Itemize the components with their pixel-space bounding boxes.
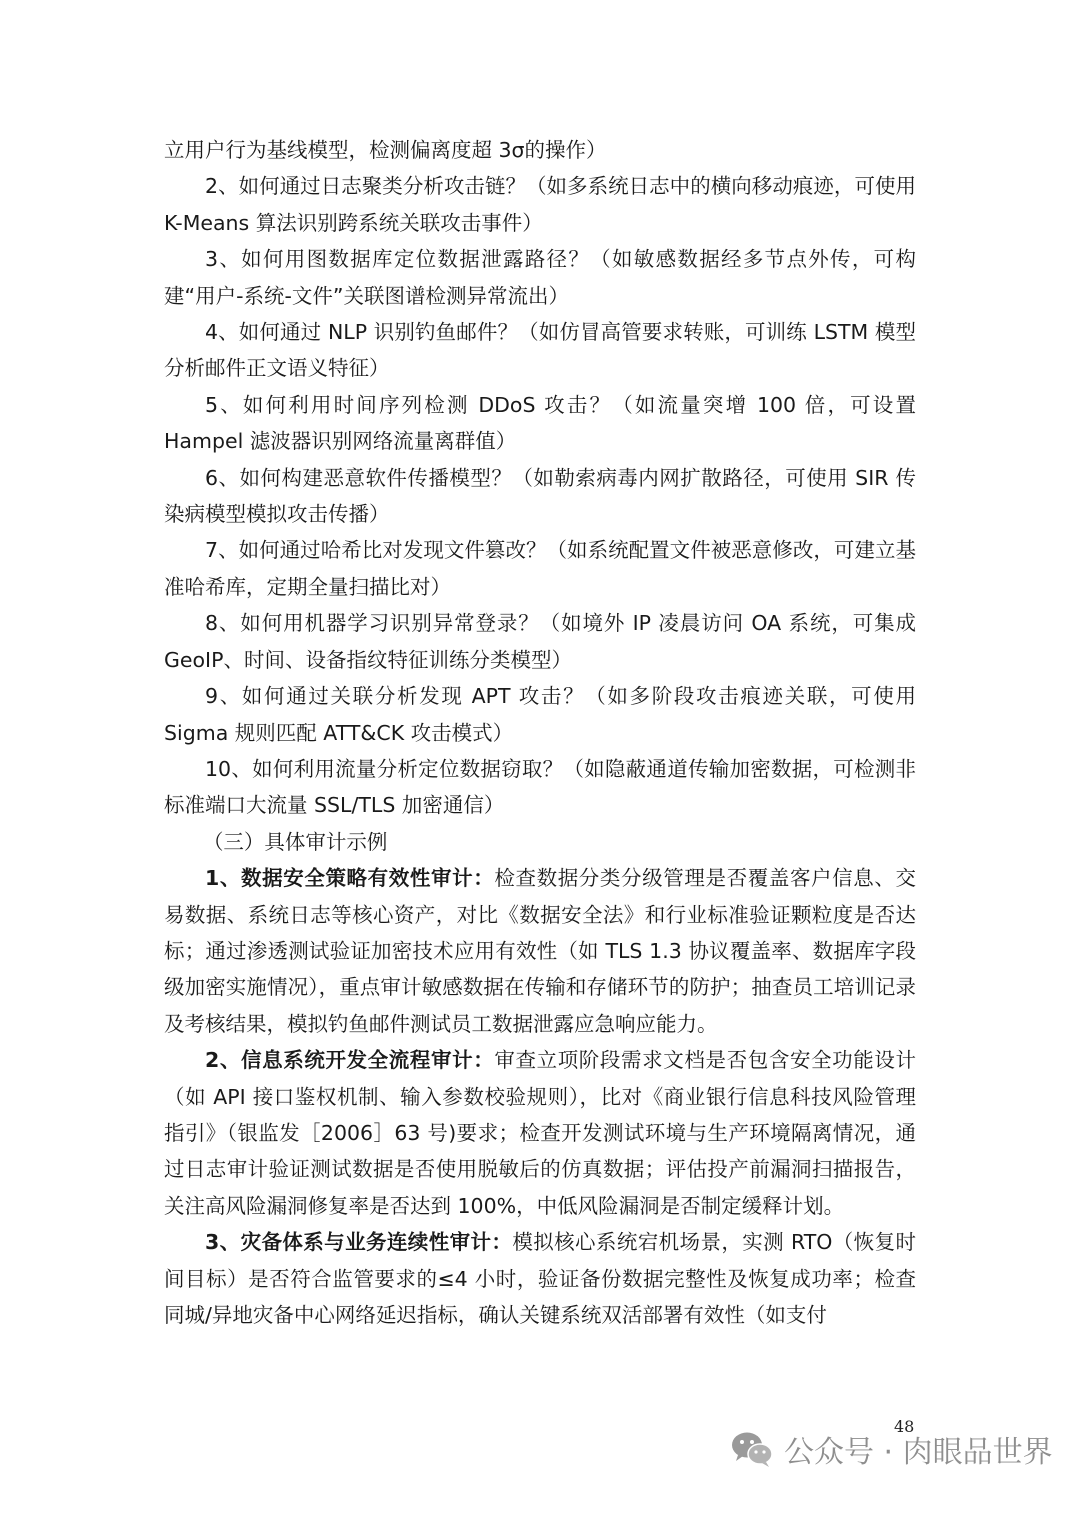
audit-item-title: 3、灾备体系与业务连续性审计： — [205, 1230, 513, 1255]
audit-item-text: 检查数据分类分级管理是否覆盖客户信息、交易数据、系统日志等核心资产，对比《数据安全法》和行业标准验证颗粒度是否达标；通过渗透测试验证加密技术应用有效性（如 TLS 1.3 协议覆盖率、数据库字段级加密实施情况），重点审计敏感数据在传输和存储环节的防护；抽查员工培训记录及考核结果，模拟钓鱼邮件测试员工数据泄露应急响应能力。 — [164, 866, 917, 1036]
audit-item-title: 1、数据安全策略有效性审计： — [205, 866, 495, 891]
question-item: 5、如何利用时间序列检测 DDoS 攻击？（如流量突增 100 倍，可设置 Hampel 滤波器识别网络流量离群值） — [164, 392, 916, 454]
paragraph: 立用户行为基线模型，检测偏离度超 3σ的操作） — [164, 138, 607, 162]
document-body — [164, 132, 916, 1333]
question-item: 2、如何通过日志聚类分析攻击链？（如多系统日志中的横向移动痕迹，可使用 K-Means 算法识别跨系统关联攻击事件） — [164, 174, 916, 235]
question-item: 9、如何通过关联分析发现 APT 攻击？（如多阶段攻击痕迹关联，可使用 Sigma 规则匹配 ATT&CK 攻击模式） — [164, 684, 916, 745]
wechat-icon — [730, 1429, 774, 1469]
question-item: 8、如何用机器学习识别异常登录？（如境外 IP 凌晨访问 OA 系统，可集成 GeoIP、时间、设备指纹特征训练分类模型） — [164, 611, 916, 672]
question-item: 10、如何利用流量分析定位数据窃取？（如隐蔽通道传输加密数据，可检测非标准端口大流量 SSL/TLS 加密通信） — [164, 756, 916, 818]
audit-item-title: 2、信息系统开发全流程审计： — [205, 1048, 495, 1073]
question-item: 4、如何通过 NLP 识别钓鱼邮件？（如仿冒高管要求转账，可训练 LSTM 模型分析邮件正文语义特征） — [164, 320, 916, 381]
watermark-text: 公众号 · 肉眼品世界 — [784, 1435, 1053, 1470]
audit-item — [164, 1224, 916, 1333]
audit-item — [164, 860, 916, 1042]
question-item: 7、如何通过哈希比对发现文件篡改？（如系统配置文件被恶意修改，可建立基准哈希库，定期全量扫描比对） — [164, 538, 916, 599]
question-item: 3、如何用图数据库定位数据泄露路径？（如敏感数据经多节点外传，可构建“用户-系统-文件”关联图谱检测异常流出） — [164, 247, 916, 308]
audit-item-text: 审查立项阶段需求文档是否包含安全功能设计（如 API 接口鉴权机制、输入参数校验规则），比对《商业银行信息科技风险管理指引》（银监发［2006］63 号)要求；检查开发测试环境与生产环境隔离情况，通过日志审计验证测试数据是否使用脱敏后的仿真数据；评估投产前漏洞扫描报告，关注高风险漏洞修复率是否达到 100%，中低风险漏洞是否制定缓释计划。 — [164, 1048, 917, 1218]
audit-item-text: 模拟核心系统宕机场景，实测 RTO（恢复时间目标）是否符合监管要求的≤4 小时，验证备份数据完整性及恢复成功率；检查同城/异地灾备中心网络延迟指标，确认关键系统双活部署有效性（如支付 — [164, 1230, 916, 1327]
page-number: 48 — [894, 1417, 915, 1436]
watermark — [730, 1425, 1053, 1473]
section-heading: （三）具体审计示例 — [202, 829, 388, 854]
audit-item — [164, 1042, 916, 1224]
question-item: 6、如何构建恶意软件传播模型？（如勒索病毒内网扩散路径，可使用 SIR 传染病模型模拟攻击传播） — [164, 465, 916, 527]
